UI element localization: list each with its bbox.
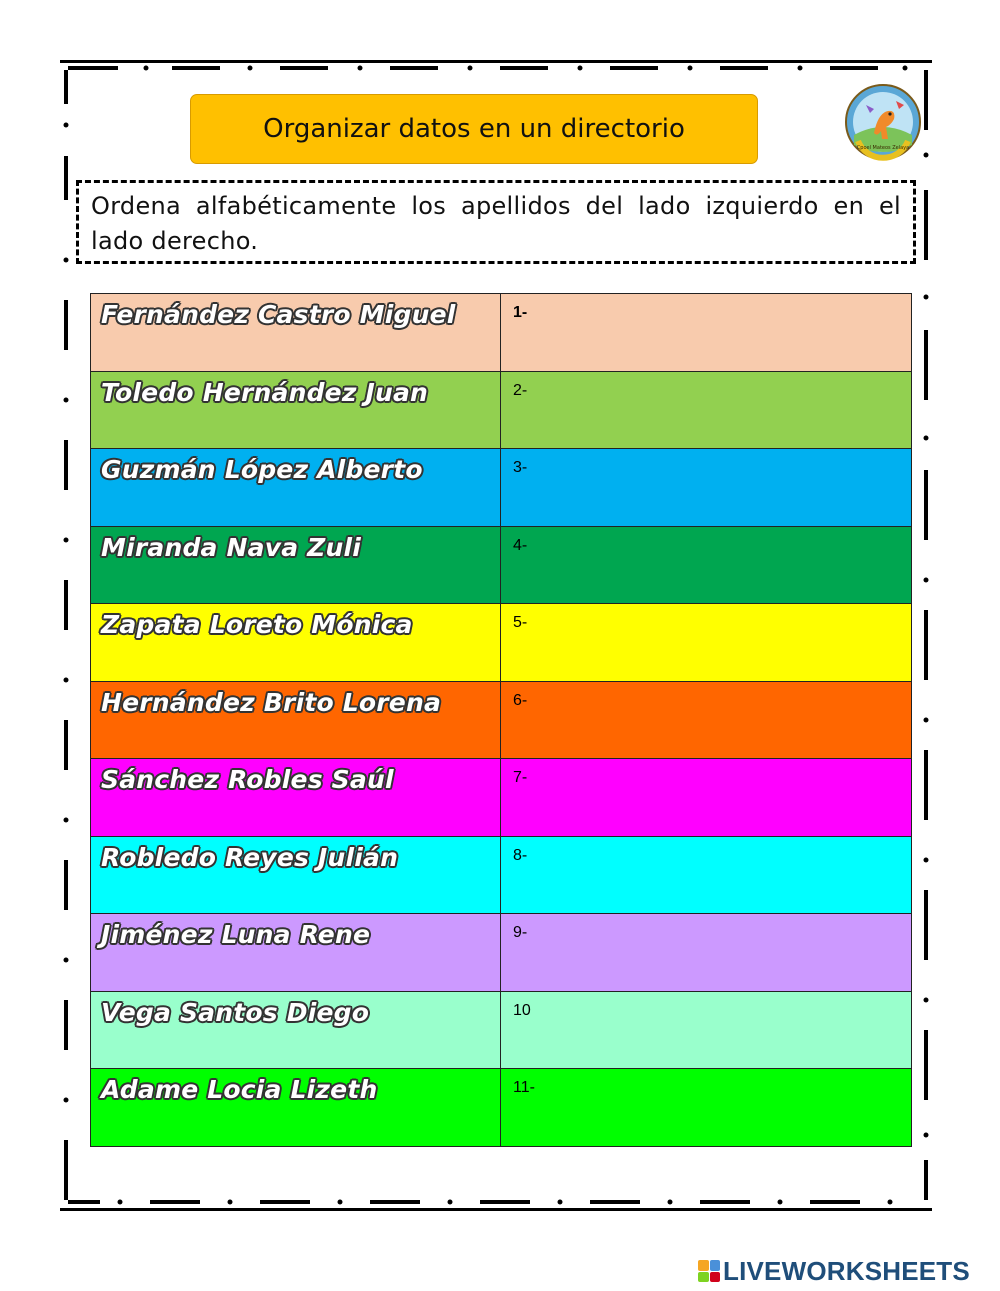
brand-name: LIVEWORKSHEETS <box>723 1255 970 1286</box>
table-row <box>91 372 912 450</box>
liveworksheets-brand[interactable] <box>698 1256 970 1286</box>
answer-cell[interactable]: 6- <box>501 682 912 759</box>
surname-cell: Sánchez Robles Saúl <box>91 759 501 836</box>
table-row <box>91 1069 912 1147</box>
surname-cell: Vega Santos Diego <box>91 992 501 1069</box>
answer-cell[interactable]: 11- <box>501 1069 912 1146</box>
directory-table <box>90 293 912 1147</box>
logo-text: Cpoel Mateos Zelaya <box>856 145 910 151</box>
table-row <box>91 527 912 605</box>
surname-cell: Toledo Hernández Juan <box>91 372 501 449</box>
table-row <box>91 759 912 837</box>
table-row <box>91 992 912 1070</box>
answer-cell[interactable]: 1- <box>501 294 912 371</box>
surname-cell: Jiménez Luna Rene <box>91 914 501 991</box>
liveworksheets-logo-icon <box>698 1260 720 1282</box>
school-logo <box>844 83 922 161</box>
instruction-box: Ordena alfabéticamente los apellidos del lado izquierdo en el lado derecho. <box>76 180 916 264</box>
surname-cell: Miranda Nava Zuli <box>91 527 501 604</box>
answer-cell[interactable]: 4- <box>501 527 912 604</box>
surname-cell: Adame Locia Lizeth <box>91 1069 501 1146</box>
table-row <box>91 604 912 682</box>
page-title: Organizar datos en un directorio <box>190 94 758 164</box>
table-row <box>91 682 912 760</box>
dinosaur-logo-icon <box>844 83 922 161</box>
answer-cell[interactable]: 5- <box>501 604 912 681</box>
table-row <box>91 449 912 527</box>
surname-cell: Guzmán López Alberto <box>91 449 501 526</box>
surname-cell: Fernández Castro Miguel <box>91 294 501 371</box>
answer-cell[interactable]: 2- <box>501 372 912 449</box>
table-row <box>91 837 912 915</box>
answer-cell[interactable]: 9- <box>501 914 912 991</box>
table-row <box>91 914 912 992</box>
surname-cell: Zapata Loreto Mónica <box>91 604 501 681</box>
answer-cell[interactable]: 7- <box>501 759 912 836</box>
answer-cell[interactable]: 8- <box>501 837 912 914</box>
table-row <box>91 294 912 372</box>
answer-cell[interactable]: 10 <box>501 992 912 1069</box>
surname-cell: Robledo Reyes Julián <box>91 837 501 914</box>
answer-cell[interactable]: 3- <box>501 449 912 526</box>
surname-cell: Hernández Brito Lorena <box>91 682 501 759</box>
